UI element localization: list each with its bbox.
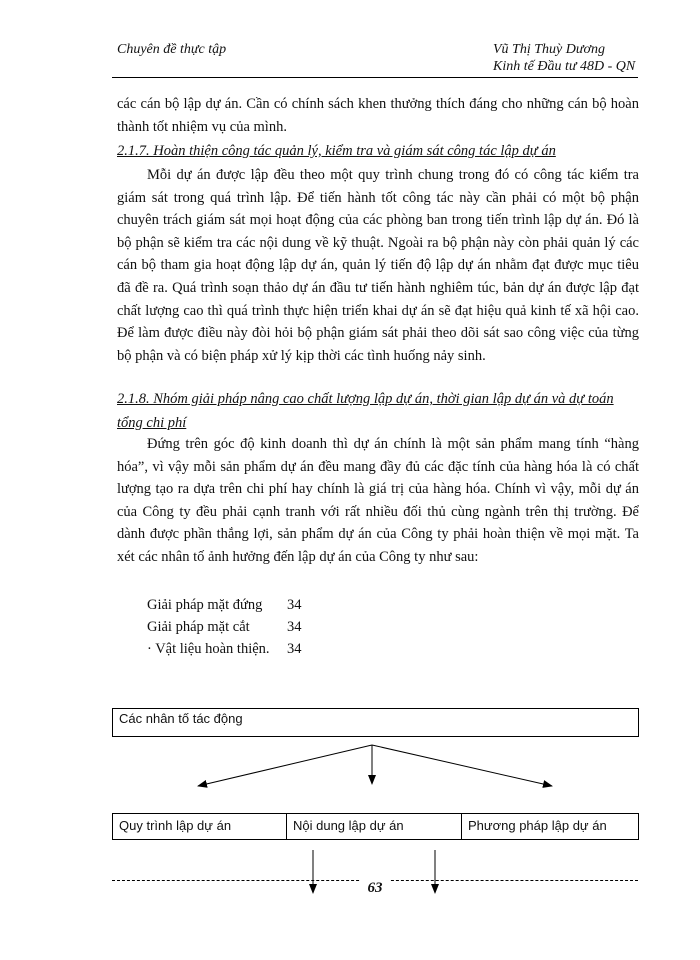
arrow-left (198, 745, 372, 786)
components-row (112, 813, 639, 840)
cell-method: Phương pháp lập dự án (468, 818, 607, 833)
factors-box-label: Các nhân tố tác động (119, 711, 243, 726)
toc-item-page: 34 (287, 619, 302, 635)
page-number: 63 (360, 880, 390, 897)
toc-item-label: Giải pháp mặt đứng (147, 597, 263, 613)
toc-item-label: Giải pháp mặt cắt (147, 619, 250, 635)
section-paragraph-218-text: Đứng trên góc độ kinh doanh thì dự án chính là một sản phẩm mang tính “hàng hóa”, vì vậy mỗi sản phẩm dự án đều mang đầy đủ các đặc tính của hàng hóa là có chất lượng tạo ra dựa trên chi phí hay chính là giá trị của hàng hóa. Chính vì vậy, mỗi dự án của Công ty đều phải cạnh tranh với rất nhiều đối thủ cùng ngành trên thị trường. Để dành được phần thắng lợi, sản phẩm dự án của Công ty phải hoàn thiện về mọi mặt. Ta xét các nhân tố ảnh hưởng đến lập dự án của Công ty như sau: (117, 436, 639, 565)
section-paragraph-217-text: Mỗi dự án được lập đều theo một quy trình chung trong đó có công tác kiểm tra giám sát trong quá trình lập. Để tiến hành tốt công tác này cần phải có một bộ phận chuyên trách giám sát mọi hoạt động của các phòng ban trong tiến trình lập dự án. Đó là bộ phận sẽ kiểm tra các nội dung về kỹ thuật. Ngoài ra bộ phận này còn phải quản lý các cán bộ tham gia hoạt động lập dự án, quản lý tiến độ lập dự án nhằm đạt được mục tiêu đã đề ra. Quá trình soạn thảo dự án đầu tư tiến hành nghiêm túc, bản dự án được lập đạt chất lượng cao thì quá trình thực hiện triển khai dự án sẽ đạt hiệu quả kinh tế xã hội cao. Để làm được điều này đòi hỏi bộ phận giám sát phải theo dõi sát sao công việc của từng bộ phận và có biện pháp xử lý kịp thời các tình huống nảy sinh. (117, 167, 639, 364)
header-class: Kinh tế Đầu tư 48D - QN (493, 59, 636, 74)
toc-item-page: 34 (287, 641, 302, 657)
header-author: Vũ Thị Thuỳ Dương (493, 42, 605, 57)
section-heading-217: 2.1.7. Hoàn thiện công tác quản lý, kiểm tra và giám sát công tác lập dự án (117, 143, 556, 159)
intro-paragraph: các cán bộ lập dự án. Cần có chính sách khen thưởng thích đáng cho những cán bộ hoàn thành tốt nhiệm vụ của mình. (117, 96, 639, 135)
header-left: Chuyên đề thực tập (117, 42, 227, 57)
cell-process: Quy trình lập dự án (113, 814, 287, 839)
cell-content: Nội dung lập dự án (287, 814, 462, 839)
arrow-right (372, 745, 552, 786)
section-heading-218: 2.1.8. Nhóm giải pháp nâng cao chất lượng lập dự án, thời gian lập dự án và dự toán tổng chi phí (117, 391, 614, 431)
toc-item-page: 34 (287, 597, 302, 613)
toc-item-label: · Vật liệu hoàn thiện. (147, 641, 270, 657)
